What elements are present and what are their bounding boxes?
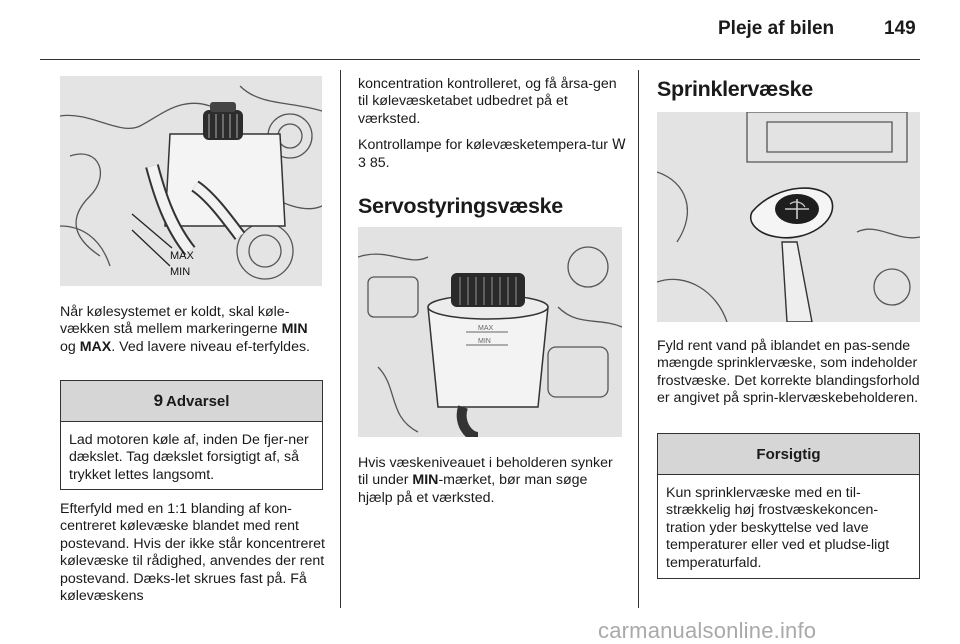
coolant-reservoir-illustration <box>60 76 322 286</box>
washer-fluid-paragraph: Fyld rent vand på iblandet en pas-sende mængde sprinklervæske, som indeholder frostvæske. Det korrekte blandingsforhold er angivet på sprin-klervæskebeholderen. <box>657 338 920 407</box>
col2-bottom-text <box>358 455 626 516</box>
refill-paragraph: Efterfyld med en 1:1 blanding af kon-centreret kølevæske blandet med rent postevand. Hvis der ikke står koncentreret kølevæske til rådighed, anvendes der rent postevand. Dæks-let skrues fast på. Få kølevæskens <box>60 501 325 605</box>
text-span: og <box>60 338 80 355</box>
washer-fluid-heading: Sprinklervæske <box>657 77 813 101</box>
col2-top-text <box>358 76 626 181</box>
concentration-paragraph: koncentration kontrolleret, og få årsa-gen til kølevæsketabet udbedret på et værksted. <box>358 76 617 127</box>
text-span: Når kølesystemet er koldt, skal køle-vækken stå mellem markeringerne <box>60 304 290 338</box>
col1-refill-text <box>60 501 328 614</box>
col3-text <box>657 338 925 417</box>
watermark: carmanualsonline.info <box>598 618 817 643</box>
warning-lamp-paragraph <box>358 137 626 172</box>
power-steering-heading: Servostyringsvæske <box>358 194 563 218</box>
caution-body: Kun sprinklervæske med en til-strækkelig høj frostvæskekoncen-tration yder beskyttelse ved lave temperaturer eller ved et pludse-ligt temperaturfald. <box>666 485 890 571</box>
warning-icon: 9 <box>153 391 164 410</box>
min-term: MIN <box>412 472 439 489</box>
max-term: MAX <box>79 338 112 355</box>
power-steering-max-label: MAX <box>478 325 494 332</box>
coolant-temperature-icon: W <box>611 137 626 154</box>
caution-box <box>657 433 920 579</box>
caution-title: Forsigtig <box>756 445 821 463</box>
warning-box-header <box>61 381 322 422</box>
caution-box-header <box>658 434 919 475</box>
warning-box <box>60 380 323 490</box>
text-span: 85. <box>365 154 390 171</box>
warning-title: Advarsel <box>166 392 230 410</box>
page-reference-icon: 3 <box>358 154 366 171</box>
col1-intro-text <box>60 304 325 365</box>
column-divider-right <box>638 70 639 608</box>
coolant-min-label: MIN <box>170 266 191 278</box>
coolant-level-paragraph <box>60 304 325 356</box>
power-steering-reservoir-illustration <box>358 227 622 437</box>
text-span: -mærket, bør man søge hjælp på et værksted. <box>358 472 588 506</box>
text-span: Kontrollampe for kølevæsketempera-tur <box>358 137 612 154</box>
page-header-title: Pleje af bilen <box>718 18 835 39</box>
warning-body: Lad motoren køle af, inden De fjer-ner dækslet. Tag dækslet forsigtigt af, så trykket lettes langsomt. <box>69 432 309 483</box>
power-steering-paragraph <box>358 455 626 507</box>
column-divider-left <box>340 70 341 608</box>
washer-fluid-reservoir-illustration <box>657 112 920 322</box>
text-span: Hvis væskeniveauet i beholderen synker til under <box>358 455 613 489</box>
coolant-max-label: MAX <box>170 250 194 262</box>
header-divider <box>40 59 920 60</box>
min-term: MIN <box>281 321 308 338</box>
text-span: . Ved lavere niveau ef-terfyldes. <box>111 338 311 355</box>
page-number: 149 <box>884 18 916 39</box>
power-steering-min-label: MIN <box>478 338 491 345</box>
